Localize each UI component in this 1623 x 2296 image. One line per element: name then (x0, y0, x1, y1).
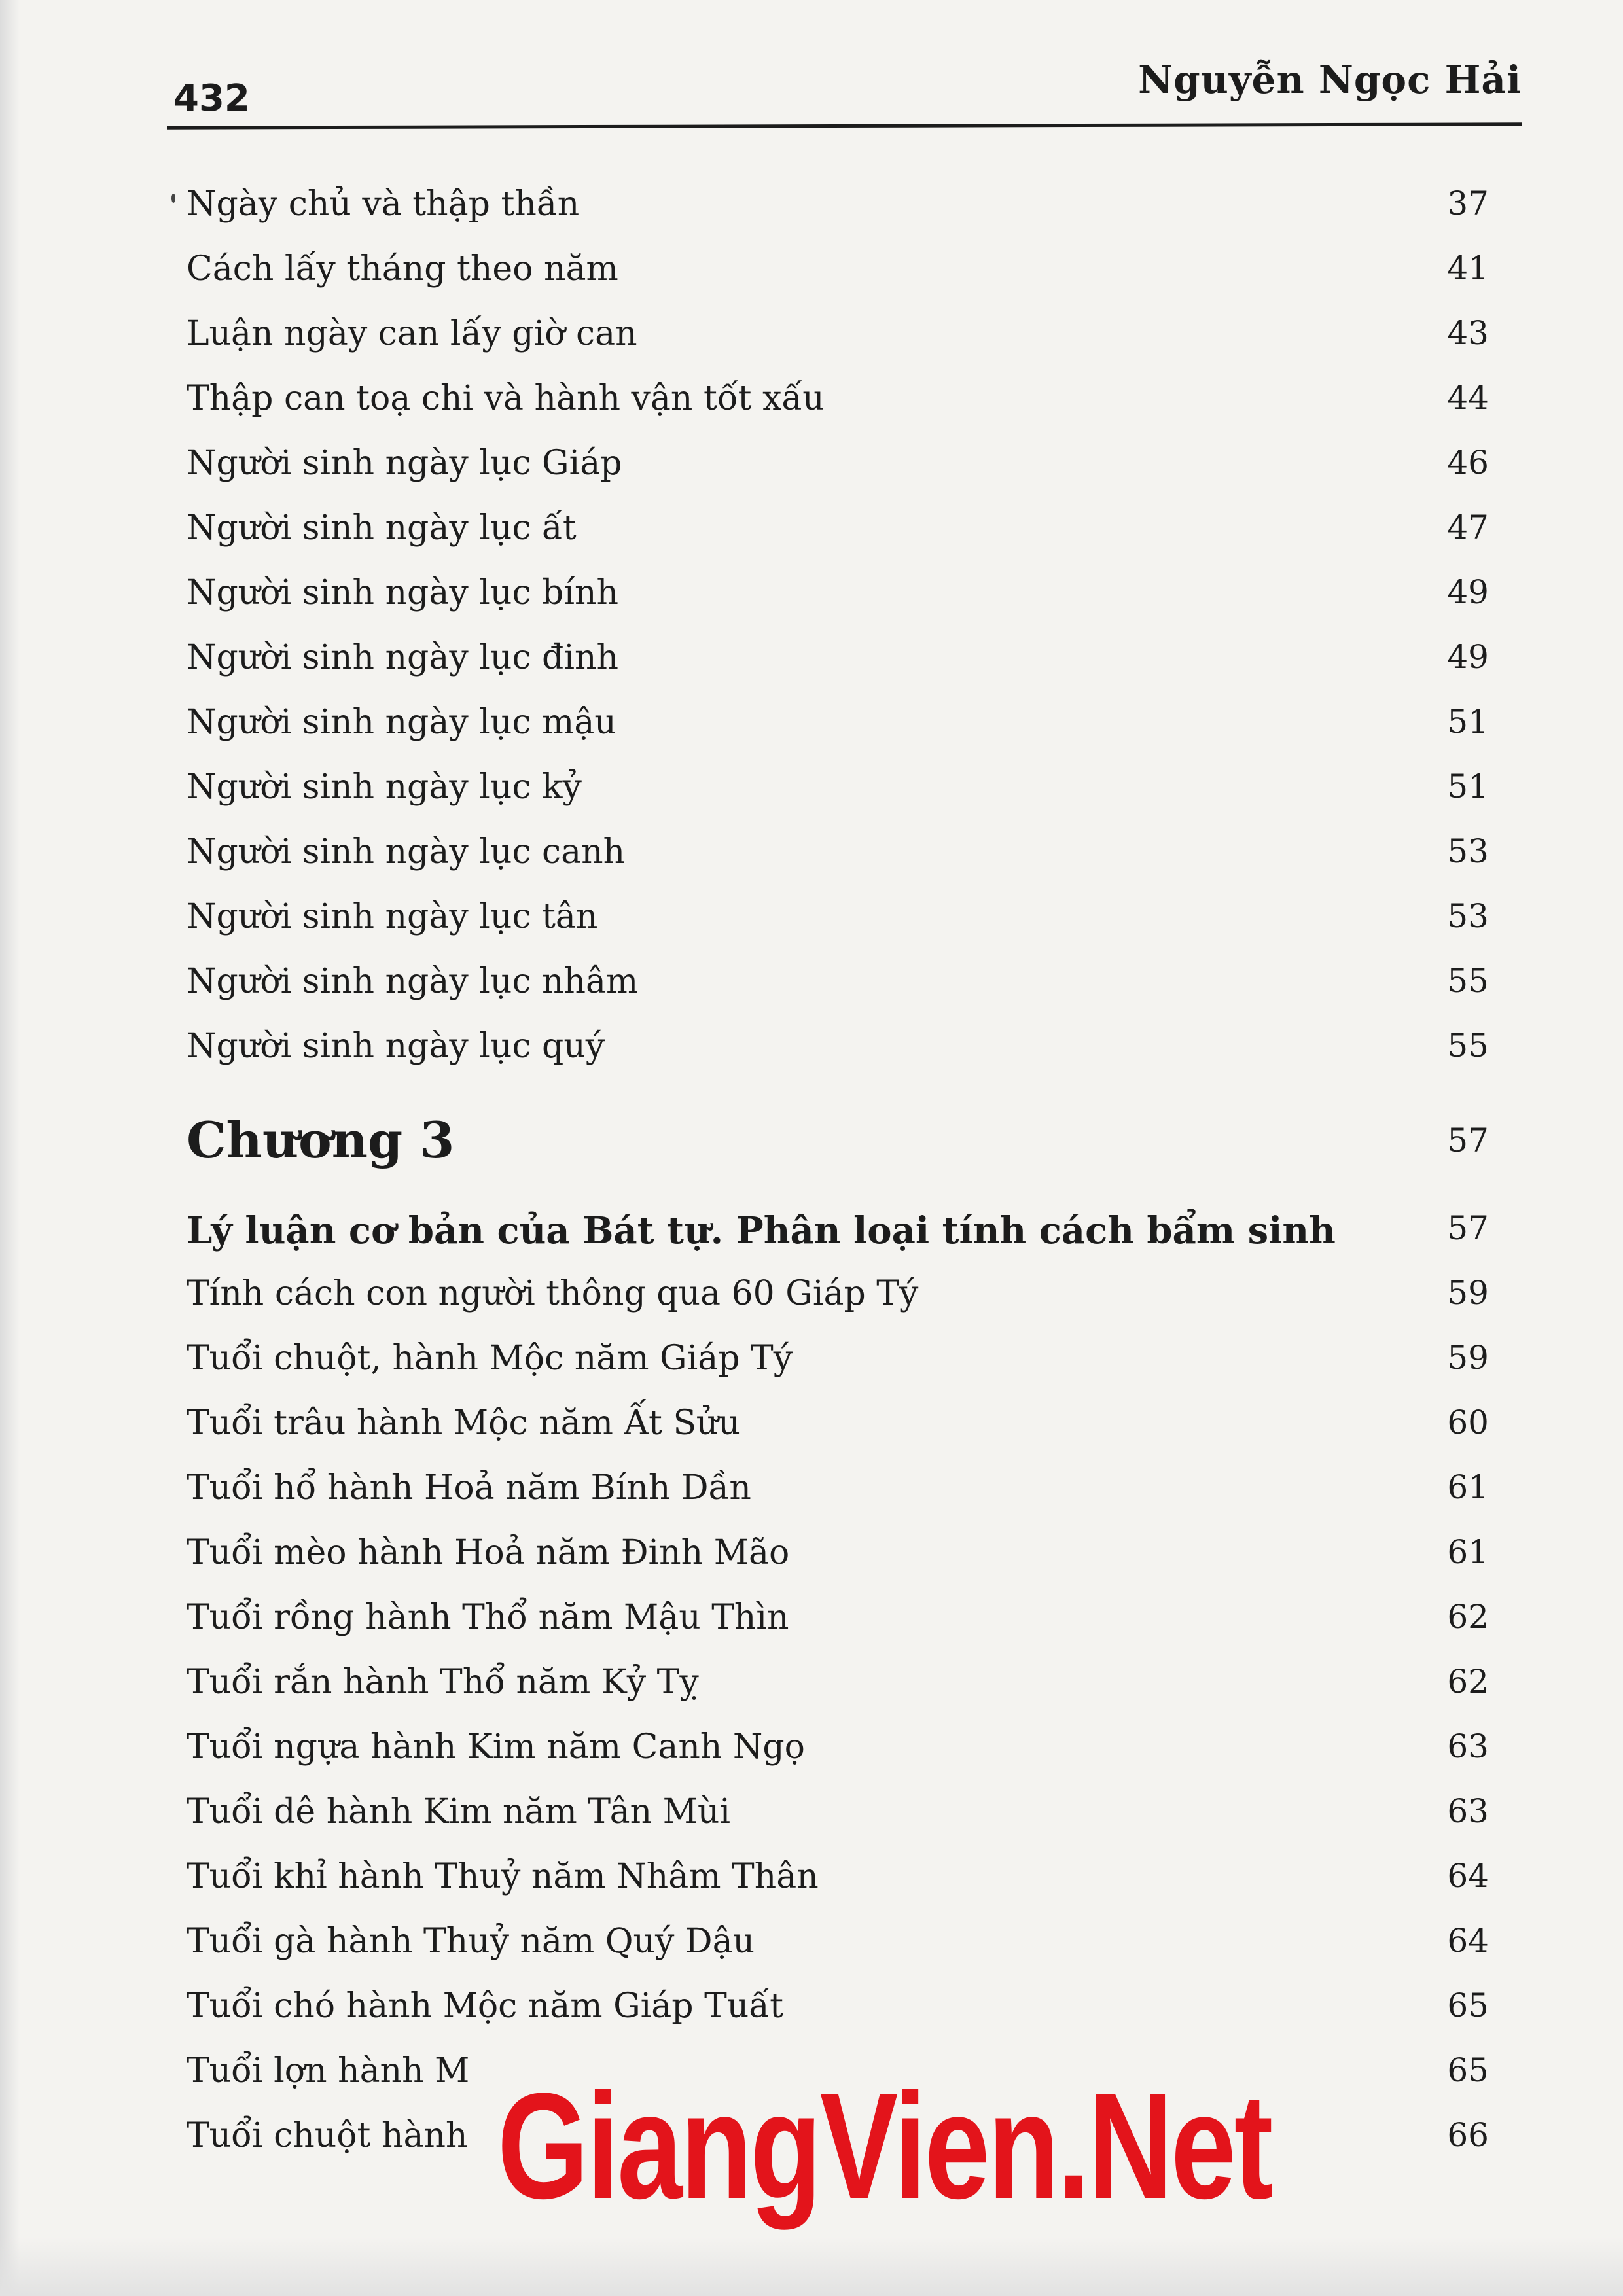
toc-entry (187, 1655, 1489, 1720)
toc-entry (187, 1784, 1489, 1849)
toc-entry-title: Người sinh ngày lục tân (187, 897, 598, 936)
toc-entry-page: 65 (1447, 1987, 1489, 2024)
toc-entry-page: 49 (1447, 638, 1489, 676)
toc-entry (187, 889, 1489, 954)
chapter-page: 57 (1447, 1122, 1489, 1159)
page-header (167, 46, 1522, 137)
toc-entry-page: 51 (1447, 768, 1489, 805)
toc-entry-page: 64 (1447, 1857, 1489, 1895)
toc-entry-title: Tuổi trâu hành Mộc năm Ất Sửu (187, 1404, 741, 1443)
toc-entry-page: 66 (1447, 2116, 1489, 2154)
toc-entry-title: Tuổi dê hành Kim năm Tân Mùi (187, 1792, 730, 1831)
toc-entry (187, 695, 1489, 760)
toc-entry-page: 47 (1447, 508, 1489, 546)
toc-entry-title: Người sinh ngày lục Giáp (187, 444, 622, 483)
toc-entry-page: 63 (1447, 1727, 1489, 1765)
toc-entry-page: 65 (1447, 2051, 1489, 2089)
toc-entry-title: Người sinh ngày lục quý (187, 1027, 605, 1066)
toc-entry-page: 46 (1447, 444, 1489, 482)
toc-entry (187, 1266, 1489, 1331)
toc-entry-page: 55 (1447, 1027, 1489, 1065)
section-heading (187, 1201, 1489, 1266)
toc-entry-title: Tuổi chuột hành (187, 2116, 468, 2155)
toc-entry (187, 1914, 1489, 1979)
toc-entry (187, 371, 1489, 436)
toc-entry-page: 49 (1447, 573, 1489, 611)
section-page: 57 (1447, 1209, 1489, 1247)
toc-entry-page: 41 (1447, 249, 1489, 287)
page-number: 432 (173, 77, 250, 120)
toc-entry-page: 44 (1447, 379, 1489, 417)
toc-entry-title: Người sinh ngày lục mậu (187, 703, 616, 742)
toc-entry-page: 51 (1447, 703, 1489, 741)
toc-entry (187, 1590, 1489, 1655)
toc-entry-title: Tuổi khỉ hành Thuỷ năm Nhâm Thân (187, 1857, 819, 1896)
toc-entry (187, 1979, 1489, 2043)
toc-entry-page: 62 (1447, 1598, 1489, 1636)
stray-mark (171, 194, 175, 203)
toc-entry-title: Tuổi lợn hành M (187, 2051, 470, 2091)
toc-entry (187, 177, 1489, 241)
watermark-logo: GiangVien.Net (497, 2062, 1272, 2230)
toc-entry-title: Người sinh ngày lục ất (187, 508, 577, 548)
toc-entry-title: Tuổi chuột, hành Mộc năm Giáp Tý (187, 1339, 793, 1378)
toc-entry-title: Thập can toạ chi và hành vận tốt xấu (187, 379, 825, 418)
toc-entry (187, 1720, 1489, 1784)
toc-entry-page: 61 (1447, 1468, 1489, 1506)
toc-entry (187, 436, 1489, 501)
toc-entry-title: Tuổi ngựa hành Kim năm Canh Ngọ (187, 1727, 805, 1767)
toc-entry-page: 62 (1447, 1663, 1489, 1701)
toc-entry-title: Tuổi rồng hành Thổ năm Mậu Thìn (187, 1598, 789, 1637)
table-of-contents (187, 177, 1489, 2173)
toc-entry (187, 1331, 1489, 1396)
toc-entry (187, 1460, 1489, 1525)
page-edge-shadow (0, 0, 20, 2296)
chapter-title: Chương 3 (187, 1111, 455, 1169)
toc-entry-page: 59 (1447, 1339, 1489, 1377)
page-bottom-shadow (0, 2237, 1623, 2296)
toc-entry-page: 63 (1447, 1792, 1489, 1830)
toc-entry (187, 954, 1489, 1019)
toc-entry-title: Người sinh ngày lục đinh (187, 638, 618, 677)
toc-entry-title: Tuổi chó hành Mộc năm Giáp Tuất (187, 1987, 784, 2026)
toc-entry (187, 824, 1489, 889)
toc-entry (187, 565, 1489, 630)
toc-entry-title: Người sinh ngày lục canh (187, 832, 626, 872)
toc-entry-title: Tuổi mèo hành Hoả năm Đinh Mão (187, 1533, 790, 1572)
toc-entry-title: Tuổi rắn hành Thổ năm Kỷ Tỵ (187, 1663, 699, 1702)
toc-entry (187, 306, 1489, 371)
author-name: Nguyễn Ngọc Hải (1138, 58, 1522, 102)
header-divider (167, 122, 1522, 129)
toc-entry-title: Tuổi hổ hành Hoả năm Bính Dần (187, 1468, 751, 1508)
toc-entry-page: 43 (1447, 314, 1489, 352)
toc-entry-page: 59 (1447, 1274, 1489, 1312)
chapter-heading (187, 1084, 1489, 1201)
toc-entry-title: Người sinh ngày lục bính (187, 573, 618, 612)
toc-entry-title: Cách lấy tháng theo năm (187, 249, 618, 289)
toc-entry-page: 61 (1447, 1533, 1489, 1571)
toc-entry (187, 630, 1489, 695)
toc-entry-page: 64 (1447, 1922, 1489, 1960)
toc-entry-title: Ngày chủ và thập thần (187, 185, 580, 224)
toc-entry-title: Người sinh ngày lục nhâm (187, 962, 639, 1001)
toc-entry-title: Tuổi gà hành Thuỷ năm Quý Dậu (187, 1922, 755, 1961)
section-title: Lý luận cơ bản của Bát tự. Phân loại tính cách bẩm sinh (187, 1209, 1336, 1252)
toc-entry-title: Người sinh ngày lục kỷ (187, 768, 582, 807)
toc-entry (187, 1525, 1489, 1590)
toc-entry-page: 53 (1447, 897, 1489, 935)
toc-entry-page: 53 (1447, 832, 1489, 870)
toc-entry-page: 55 (1447, 962, 1489, 1000)
toc-entry-page: 37 (1447, 185, 1489, 222)
toc-entry (187, 1849, 1489, 1914)
toc-entry (187, 1019, 1489, 1084)
toc-entry (187, 241, 1489, 306)
toc-entry (187, 760, 1489, 824)
toc-entry (187, 501, 1489, 565)
toc-entry (187, 1396, 1489, 1460)
toc-entry-page: 60 (1447, 1404, 1489, 1441)
toc-entry-title: Luận ngày can lấy giờ can (187, 314, 637, 353)
toc-entry-title: Tính cách con người thông qua 60 Giáp Tý (187, 1274, 919, 1313)
